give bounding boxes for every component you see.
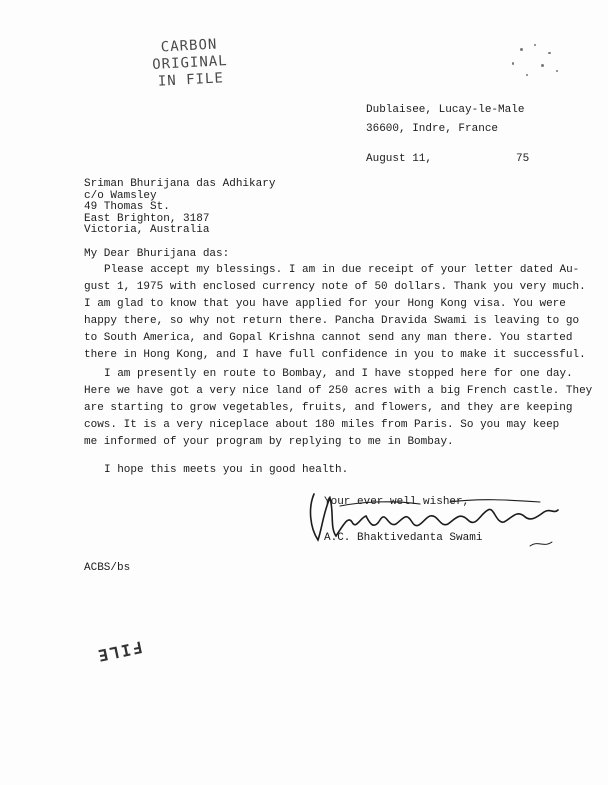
salutation: My Dear Bhurijana das: [84,248,230,260]
sender-address-line-2: 36600, Indre, France [366,123,499,135]
body-line: I am glad to know that you have applied for your Hong Kong visa. You were [84,298,566,310]
stamp-line-1: CARBON [160,36,218,56]
recipient-address [84,179,275,237]
recipient-line-2: c/o Wamsley [84,189,157,202]
letter-body [84,262,593,451]
body-line: to South America, and Gopal Krishna cannot send any man there. You started [84,332,573,344]
signature-block [300,488,580,558]
body-line: Please accept my blessings. I am in due receipt of your letter dated Au- [104,264,580,276]
body-line: happy there, so why not return there. Pancha Dravida Swami is leaving to go [84,315,580,327]
letter-date: August 11, [366,153,433,165]
sender-address [366,103,524,141]
body-line: cows. It is a very niceplace about 180 miles from Paris. So you may keep [84,419,560,431]
closing-line: I hope this meets you in good health. [104,464,349,476]
recipient-line-5: Victoria, Australia [84,224,210,236]
body-line: me informed of your program by replying to me in Bombay. [84,436,454,448]
file-stamp: FILE [94,637,144,666]
signatory-name: A.C. Bhaktivedanta Swami [324,532,483,544]
recipient-line-3: 49 Thomas St. [84,201,170,213]
body-line: gust 1, 1975 with enclosed currency note of 50 dollars. Thank you very much. [84,281,586,293]
recipient-line-4: East Brighton, 3187 [84,212,210,225]
complimentary-close: Your ever well wisher, [324,496,470,508]
carbon-original-stamp [143,36,238,92]
recipient-line-1: Sriman Bhurijana das Adhikary [84,178,276,190]
reference-initials: ACBS/bs [84,562,131,574]
body-paragraph-2 [84,366,593,451]
stamp-line-3: IN FILE [157,70,225,90]
body-paragraph-1 [84,262,584,364]
body-line: I am presently en route to Bombay, and I have stopped here for one day. [104,368,573,380]
stamp-line-2: ORIGINAL [151,53,229,73]
body-line: are starting to grow vegetables, fruits, and flowers, and they are keeping [84,402,573,414]
letter-year: 75 [516,153,530,165]
body-line: there in Hong Kong, and I have full confidence in you to make it successful. [84,349,586,361]
sender-address-line-1: Dublaisee, Lucay-le-Male [366,104,525,116]
body-line: Here we have got a very nice land of 250 acres with a big French castle. They [84,385,593,397]
